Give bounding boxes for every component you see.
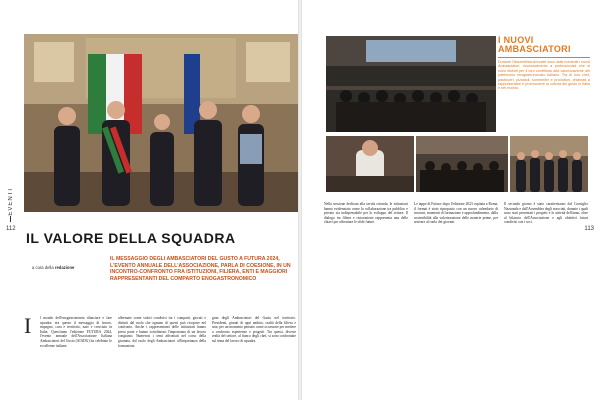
body-paragraph: Nella sessione dedicata alla tavola rotonda, le istituzioni hanno evidenziato come la collaborazione tra pubblico e privato sia indispensabile per lo sviluppo del settore. Il dialogo tra filiera e ristorazione rappresenta una delle chiavi per affrontare le sfide future. — [324, 202, 408, 225]
headline: IL VALORE DELLA SQUADRA — [26, 230, 236, 246]
group-photo-illustration — [24, 34, 298, 212]
section-tab-rule — [10, 216, 11, 222]
audience-photo — [416, 136, 508, 192]
right-page — [302, 0, 600, 400]
group-photo — [24, 34, 298, 212]
page-number-left: 112 — [6, 226, 16, 232]
byline-author: redazione — [54, 265, 75, 270]
ambassadors-group-photo — [510, 136, 588, 192]
ambassadors-group-photo-illustration — [510, 136, 588, 192]
drop-cap: I — [24, 313, 32, 338]
body-paragraph: Le tappe di Futura: dopo l'edizione 2023 ospitata a Roma, il format è stato riproposto con un nuovo calendario di incontri, momenti di formazione e approfondimento, dalla sostenibilità alla valorizzazione delle materie prime, per arrivare al ruolo dei giovani. — [414, 202, 498, 225]
right-column-1 — [324, 202, 408, 227]
body-column-2 — [118, 316, 206, 350]
chef-photo — [326, 136, 414, 192]
audience-photo-illustration — [416, 136, 508, 192]
body-paragraph: gran degli Ambasciatori del Gusto nel territorio. Presidenti, giurati di ogni ambito, realtà della filiera e non, per un momento pensato come occasione per mettere a confronto esperienze e progetti. Tra questi, diverse realtà del settore, al fianco degli chef, si sono confrontate sul tema del lavoro di squadra. — [212, 316, 296, 343]
body-paragraph: Il secondo giorno è stato caratterizzato dal Consiglio Nazionale e dall'Assemblea degli associati, durante i quali sono stati presentati i progetti e le attività dell'anno, oltre al bilancio dell'Associazione e agli obiettivi futuri condivisi con i soci. — [504, 202, 588, 225]
page-number-right: 113 — [584, 226, 594, 232]
byline — [32, 265, 74, 270]
right-column-3 — [504, 202, 588, 227]
right-column-2 — [414, 202, 498, 227]
chef-photo-illustration — [326, 136, 414, 192]
sidebar-title: I NUOVI AMBASCIATORI — [498, 35, 571, 54]
section-tab: EVENTI — [8, 188, 14, 216]
new-ambassadors-sidebar — [498, 36, 590, 134]
left-page — [0, 0, 298, 400]
body-paragraph: l mondo dell'enogastronomia rilanciare e fare squadra: era questo il messaggio di lavoro, impegno, cura e territorio, nato e cresciuto in Italia. Quest'anno l'edizione FUTURA 2024, l'evento annuale dell'Associazione Italiana Ambasciatori del Gusto (AIADG) ha celebrato le eccellenze italiane. — [40, 316, 112, 348]
body-paragraph: affermate come valori condivisi tra i comparti, giocati e distinti dal ruolo che ognuno di questi può ricoprire nel confronto. Anche i rappresentanti delle istituzioni hanno preso parte e hanno sottolineato l'importanza di un lavoro congiunto. Numerosi i temi affrontati nel corso della giornata, dal ruolo degli Ambasciatori all'importanza della formazione. — [118, 316, 206, 348]
conference-photo-illustration — [326, 36, 496, 132]
conference-photo — [326, 36, 496, 132]
body-column-1 — [40, 316, 112, 350]
lead-paragraph: IL MESSAGGIO DEGLI AMBASCIATORI DEL GUSTO A FUTURA 2024, L'EVENTO ANNUALE DELL'ASSOCIAZIONE, PARLA DI COESIONE, IN UN INCONTRO-CONFRONTO FRA ISTITUZIONI, FILIERA, ENTI E MAGGIORI RAPPRESENTANTI DEL COMPARTO ENOGASTRONOMICO — [110, 256, 291, 282]
byline-prefix: a cura della — [32, 265, 55, 270]
sidebar-text: Durante l'Assemblea Annuale sono stati nominati i nuovi Ambasciatori, riconoscimento a professionisti che si sono distinti per il loro contributo alla valorizzazione del patrimonio enogastronomico italiano. Tra di loro chef, pasticceri, pizzaioli, sommelier e produttori, chiamati a rappresentare e promuovere la cultura del gusto in Italia e nel mondo. — [498, 60, 590, 91]
body-column-3 — [212, 316, 296, 346]
sidebar-rule — [498, 57, 590, 58]
